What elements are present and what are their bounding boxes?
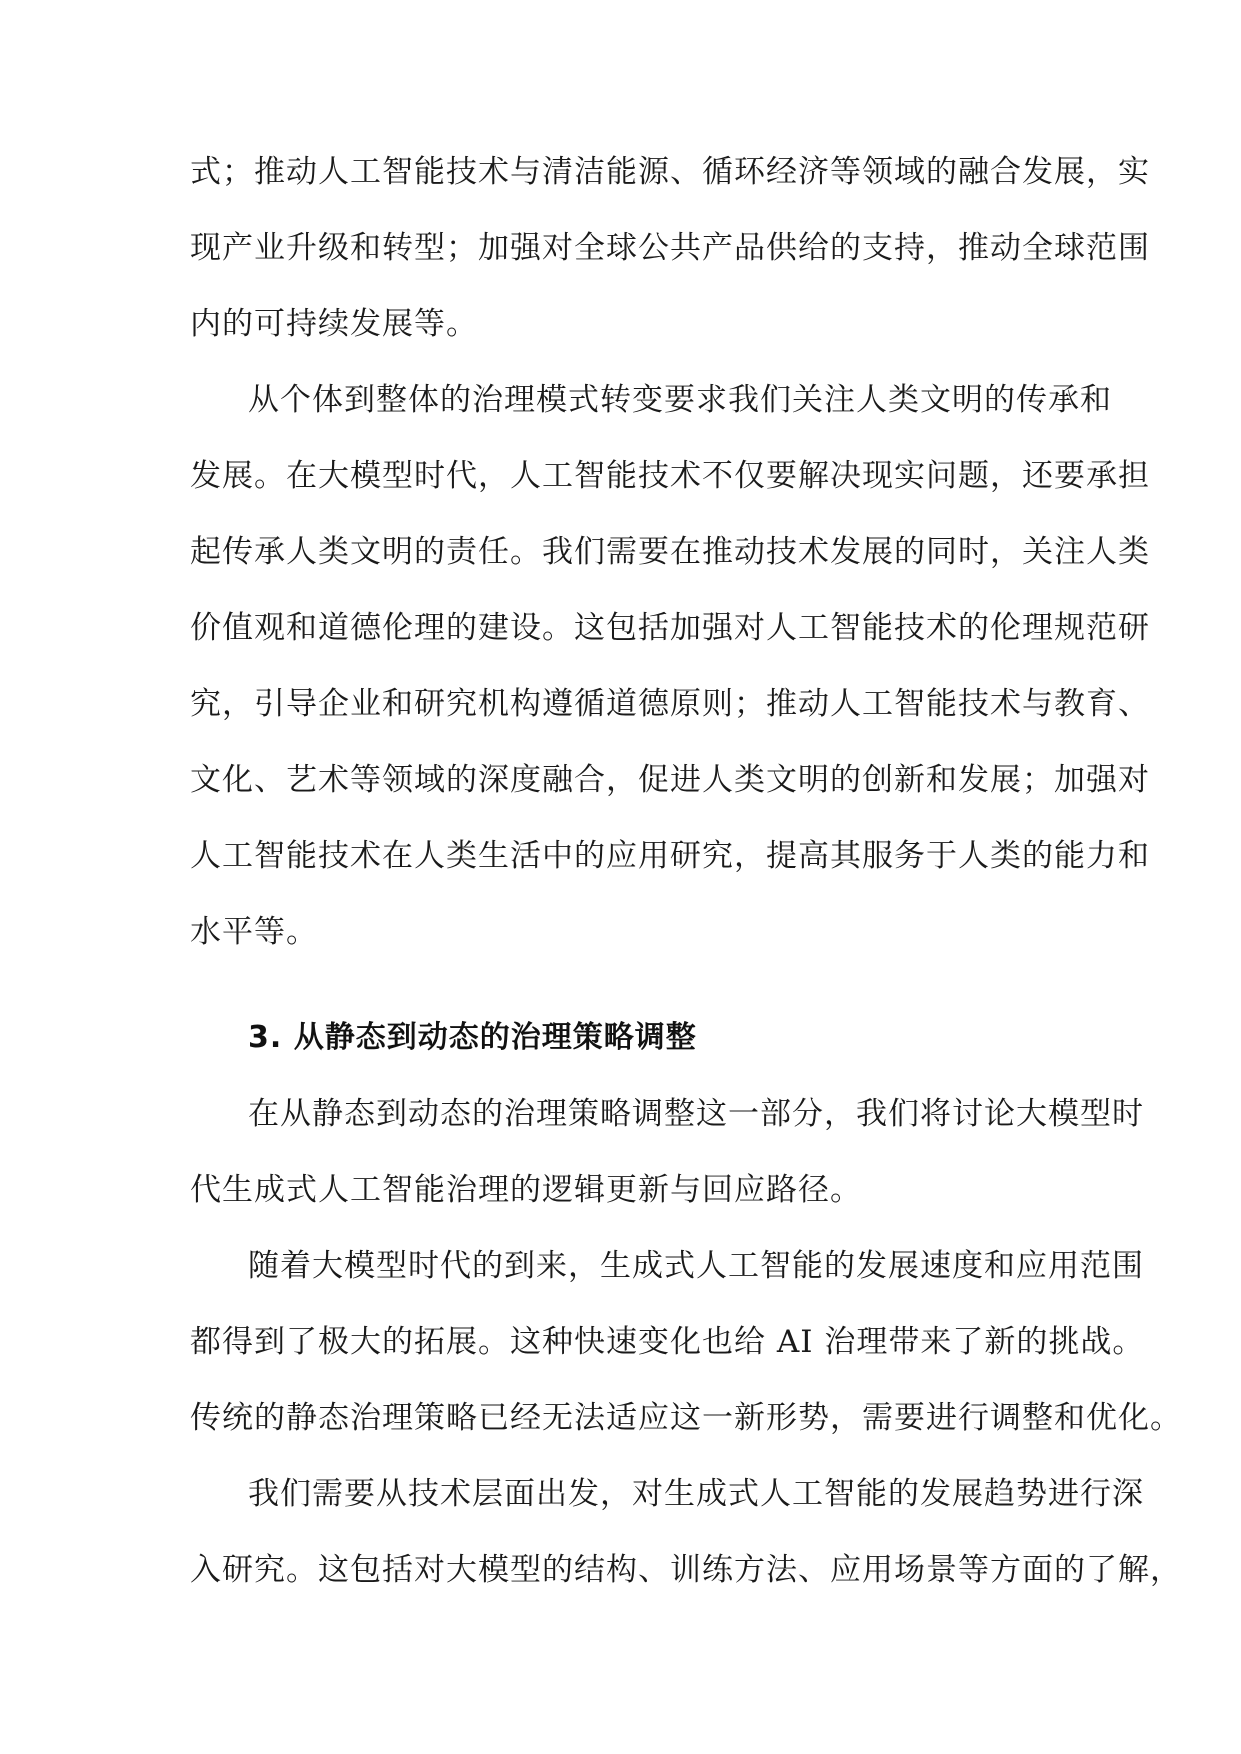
paragraph-line: 从个体到整体的治理模式转变要求我们关注人类文明的传承和 xyxy=(248,382,1112,418)
paragraph-line: 文化、艺术等领域的深度融合，促进人类文明的创新和发展；加强对 xyxy=(190,762,1150,798)
paragraph-line: 价值观和道德伦理的建设。这包括加强对人工智能技术的伦理规范研 xyxy=(190,610,1150,646)
paragraph-line: 随着大模型时代的到来，生成式人工智能的发展速度和应用范围 xyxy=(248,1248,1144,1284)
paragraph-line: 式；推动人工智能技术与清洁能源、循环经济等领域的融合发展，实 xyxy=(190,154,1150,190)
paragraph-line: 在从静态到动态的治理策略调整这一部分，我们将讨论大模型时 xyxy=(248,1096,1144,1132)
paragraph-line: 传统的静态治理策略已经无法适应这一新形势，需要进行调整和优化。 xyxy=(190,1400,1182,1436)
paragraph-line: 起传承人类文明的责任。我们需要在推动技术发展的同时，关注人类 xyxy=(190,534,1150,570)
paragraph-line: 入研究。这包括对大模型的结构、训练方法、应用场景等方面的了解， xyxy=(190,1552,1182,1588)
paragraph-line: 人工智能技术在人类生活中的应用研究，提高其服务于人类的能力和 xyxy=(190,838,1150,874)
paragraph-line: 代生成式人工智能治理的逻辑更新与回应路径。 xyxy=(190,1172,862,1208)
paragraph-line: 发展。在大模型时代，人工智能技术不仅要解决现实问题，还要承担 xyxy=(190,458,1150,494)
paragraph-line: 水平等。 xyxy=(190,914,318,950)
paragraph-line: 都得到了极大的拓展。这种快速变化也给 AI 治理带来了新的挑战。 xyxy=(190,1324,1145,1360)
paragraph-line: 究，引导企业和研究机构遵循道德原则；推动人工智能技术与教育、 xyxy=(190,686,1150,722)
section-heading: 3. 从静态到动态的治理策略调整 xyxy=(248,1020,697,1055)
paragraph-line: 内的可持续发展等。 xyxy=(190,306,478,342)
paragraph-line: 现产业升级和转型；加强对全球公共产品供给的支持，推动全球范围 xyxy=(190,230,1150,266)
paragraph-line: 我们需要从技术层面出发，对生成式人工智能的发展趋势进行深 xyxy=(248,1476,1144,1512)
